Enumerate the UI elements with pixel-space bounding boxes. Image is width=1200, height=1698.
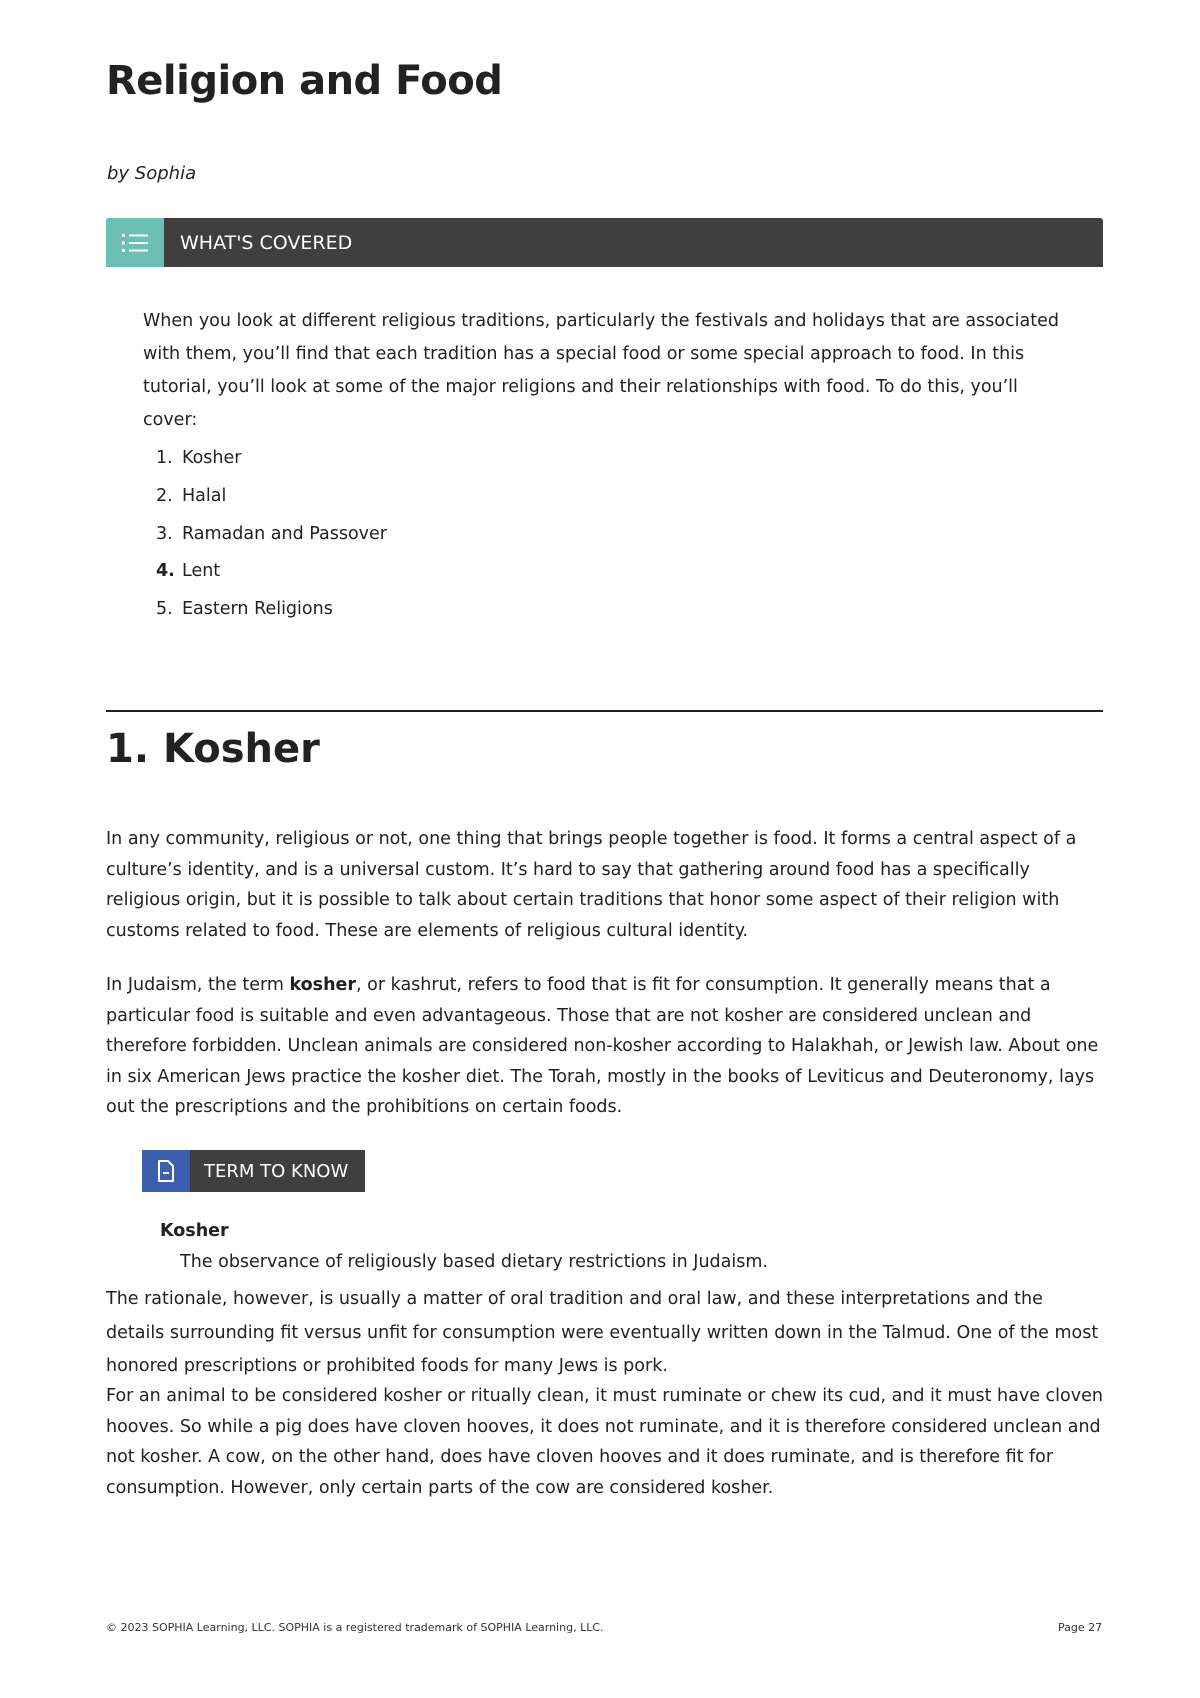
whats-covered-banner <box>106 218 1103 267</box>
list-icon <box>106 218 164 267</box>
page-number: Page 27 <box>1058 1621 1103 1634</box>
list-item: 4. Lent <box>156 561 221 582</box>
term-word: Kosher <box>160 1221 229 1241</box>
page-title: Religion and Food <box>106 58 503 104</box>
paragraph: In Judaism, the term kosher, or kashrut, refers to food that is fit for consumption. It generally means that a particular food is suitable and even advantageous. Those that are not kosher are considered unclean and therefore forbidden. Unclean animals are considered non-kosher according to Halakhah, or Jewish law. About one in six American Jews practice the kosher diet. The Torah, mostly in the books of Leviticus and Deuteronomy, lays out the prescriptions and the prohibitions on certain foods. <box>106 975 1099 1118</box>
term-to-know-banner <box>142 1150 365 1192</box>
list-item: 1. Kosher <box>156 448 242 468</box>
list-item: 2. Halal <box>156 485 227 506</box>
paragraph: For an animal to be considered kosher or ritually clean, it must ruminate or chew its cud, and it must have cloven hooves. So while a pig does have cloven hooves, it does not ruminate, and it is therefore considered unclean and not kosher. A cow, on the other hand, does have cloven hooves and it does ruminate, and is therefore fit for consumption. However, only certain parts of the cow are considered kosher. <box>106 1386 1103 1498</box>
whats-covered-label: WHAT'S COVERED <box>180 231 353 254</box>
kosher-term: kosher <box>289 975 357 995</box>
footer-copyright: © 2023 SOPHIA Learning, LLC. SOPHIA is a registered trademark of SOPHIA Learning, LLC. <box>106 1621 604 1634</box>
byline: by Sophia <box>107 163 197 184</box>
paragraph: In any community, religious or not, one thing that brings people together is food. It forms a central aspect of a culture’s identity, and is a universal custom. It’s hard to say that gathering around food has a specifically religious origin, but it is possible to talk about certain traditions that honor some aspect of their religion with customs related to food. These are elements of religious cultural identity. <box>106 829 1077 941</box>
term-to-know-label: TERM TO KNOW <box>204 1160 349 1182</box>
section-divider <box>106 710 1103 712</box>
list-item: 3. Ramadan and Passover <box>156 523 387 544</box>
document-icon <box>142 1150 190 1192</box>
term-definition: The observance of religiously based dietary restrictions in Judaism. <box>180 1252 768 1272</box>
paragraph: The rationale, however, is usually a matter of oral tradition and oral law, and these interpretations and the details surrounding fit versus unfit for consumption were eventually written down in the Talmud. One of the most honored prescriptions or prohibited foods for many Jews is pork. <box>106 1289 1099 1376</box>
intro-paragraph: When you look at different religious traditions, particularly the festivals and holidays that are associated with them, you’ll find that each tradition has a special food or some special approach to food. In this tutorial, you’ll look at some of the major religions and their relationships with food. To do this, you’ll cover: <box>143 311 1059 430</box>
covered-list <box>143 440 387 629</box>
list-item: 5. Eastern Religions <box>156 599 333 620</box>
section-heading: 1. Kosher <box>106 726 320 772</box>
